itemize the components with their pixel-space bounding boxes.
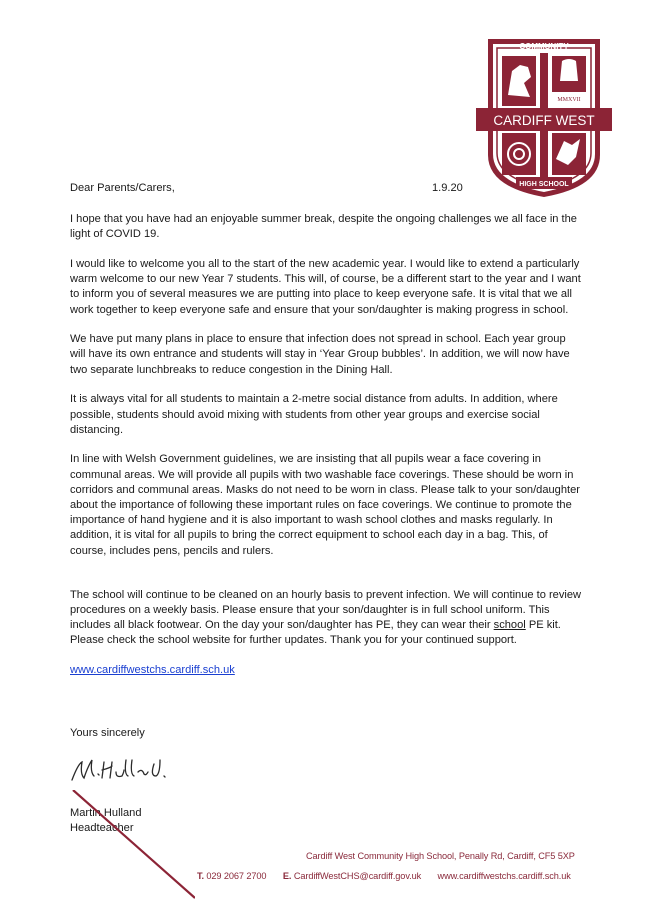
salutation-row (70, 182, 500, 194)
closing: Yours sincerely (70, 727, 145, 739)
paragraph: It is always vital for all students to maintain a 2-metre social distance from adults. In addition, where possible, students should avoid mixing with students from other year groups and exercise social distancing. (70, 393, 558, 436)
tel-label: T. (197, 871, 204, 881)
paragraph: I hope that you have had an enjoyable summer break, despite the ongoing challenges we all face in the light of COVID 19. (70, 213, 577, 241)
letter-body (70, 212, 582, 693)
letter-date: 1.9.20 (432, 182, 463, 194)
crest-top-text: COMMUNITY (519, 42, 569, 51)
paragraph: I would like to welcome you all to the start of the new academic year. I would like to extend a particularly warm welcome to our new Year 7 students. This will, of course, be a different start to the year and I want to inform you of several measures we are putting into place to keep everyone safe. It is vital that we all work together to keep everyone safe and ensure that your son/daughter is making progress in school. (70, 257, 581, 316)
salutation: Dear Parents/Carers, (70, 182, 175, 194)
paragraph: In line with Welsh Government guidelines, we are insisting that all pupils wear a face covering in communal areas. We will provide all pupils with two washable face coverings. These should be worn in corridors and communal areas. Masks do not need to be worn in class. Please talk to your son/daughter about the importance of following these important rules on face coverings. We continue to promote the importance of hand hygiene and it is also important to wash school clothes and masks regularly. In addition, it is vital for all pupils to bring the correct equipment to school each day in a bag. This, of course, includes pens, pencils and rulers. (70, 453, 580, 557)
crest-bottom-text: HIGH SCHOOL (519, 181, 569, 188)
handwritten-signature (68, 754, 178, 788)
footer-email[interactable]: CardiffWestCHS@cardiff.gov.uk (293, 871, 422, 881)
footer-address: Cardiff West Community High School, Penally Rd, Cardiff, CF5 5XP (306, 851, 575, 861)
signer-title: Headteacher (70, 822, 134, 835)
paragraph-final (70, 588, 582, 649)
school-crest-logo (476, 37, 612, 199)
footer-contacts (197, 871, 585, 881)
helmet-icon (560, 59, 578, 81)
paragraph-final-start: The school will continue to be cleaned on an hourly basis to prevent infection. We will continue to review procedures on a weekly basis. Please ensure that your son/daughter is in full school uniform. This includes all black footwear. On the day your son/daughter has PE, they can wear their (70, 588, 582, 632)
crest-banner: CARDIFF WEST (493, 113, 595, 128)
signer-name: Martin Hulland (70, 807, 142, 819)
email-label: E. (282, 871, 292, 881)
paragraph-final-end: PE kit. Please check the school website for further updates. Thank you for your continued support. (70, 619, 561, 647)
footer-telephone: 029 2067 2700 (206, 871, 267, 881)
underlined-word: school (493, 619, 526, 632)
footer-website[interactable]: www.cardiffwestchs.cardiff.sch.uk (437, 871, 571, 881)
paragraph: We have put many plans in place to ensure that infection does not spread in school. Each year group will have its own entrance and students will stay in ‘Year Group bubbles’. In addition, we will now have two separate lunchbreaks to reduce congestion in the Dining Hall. (70, 333, 570, 376)
crest-year: MMXVII (557, 97, 581, 103)
website-link[interactable]: www.cardiffwestchs.cardiff.sch.uk (70, 664, 235, 677)
decorative-slash (55, 790, 195, 900)
